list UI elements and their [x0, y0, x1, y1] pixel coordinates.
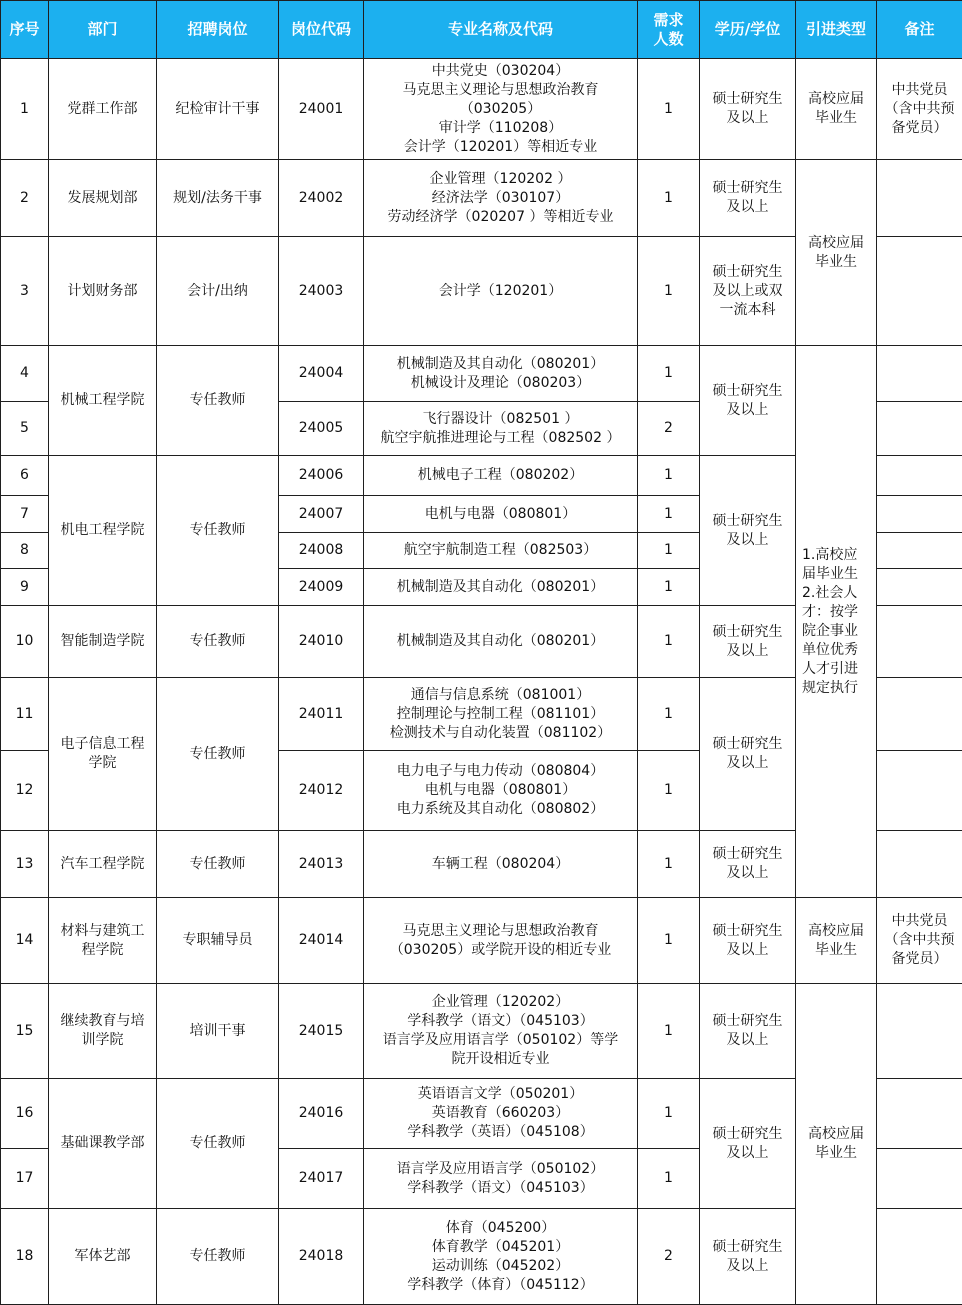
- cell-seq: 17: [1, 1149, 49, 1209]
- cell-seq: 5: [1, 402, 49, 456]
- cell-dept: 计划财务部: [49, 237, 157, 346]
- header-code: 岗位代码: [279, 1, 364, 59]
- cell-count: 1: [638, 496, 700, 533]
- cell-dept: 军体艺部: [49, 1209, 157, 1305]
- cell-code: 24009: [279, 569, 364, 606]
- cell-position: 纪检审计干事: [157, 59, 279, 160]
- table-row: [1, 984, 962, 1079]
- cell-note: [877, 606, 962, 678]
- cell-major: 英语语言文学（050201） 英语教育（660203） 学科教学（英语）（045108）: [364, 1079, 638, 1149]
- cell-note: 中共党员 （含中共预 备党员）: [877, 59, 962, 160]
- cell-count: 1: [638, 533, 700, 569]
- cell-degree: 硕士研究生 及以上: [700, 160, 796, 237]
- cell-note: [877, 678, 962, 751]
- cell-major: 会计学（120201）: [364, 237, 638, 346]
- cell-position: 专职辅导员: [157, 898, 279, 984]
- cell-major: 电力电子与电力传动（080804） 电机与电器（080801） 电力系统及其自动化（080802）: [364, 751, 638, 831]
- cell-count: 1: [638, 898, 700, 984]
- cell-dept: 汽车工程学院: [49, 831, 157, 898]
- cell-code: 24002: [279, 160, 364, 237]
- cell-note: [877, 160, 962, 237]
- cell-count: 1: [638, 1149, 700, 1209]
- header-row: [1, 1, 962, 59]
- cell-code: 24005: [279, 402, 364, 456]
- cell-position: 专任教师: [157, 678, 279, 831]
- cell-type: 高校应届 毕业生: [796, 160, 877, 346]
- cell-note: [877, 984, 962, 1079]
- cell-note: [877, 751, 962, 831]
- cell-seq: 1: [1, 59, 49, 160]
- cell-major: 航空宇航制造工程（082503）: [364, 533, 638, 569]
- cell-major: 电机与电器（080801）: [364, 496, 638, 533]
- cell-major: 机械制造及其自动化（080201）: [364, 569, 638, 606]
- cell-major: 机械制造及其自动化（080201） 机械设计及理论（080203）: [364, 346, 638, 402]
- cell-major: 语言学及应用语言学（050102） 学科教学（语文）（045103）: [364, 1149, 638, 1209]
- header-position: 招聘岗位: [157, 1, 279, 59]
- cell-dept: 机电工程学院: [49, 456, 157, 606]
- table-row: [1, 346, 962, 402]
- cell-note: 中共党员 （含中共预 备党员）: [877, 898, 962, 984]
- cell-position: 会计/出纳: [157, 237, 279, 346]
- cell-code: 24001: [279, 59, 364, 160]
- cell-seq: 6: [1, 456, 49, 496]
- header-degree: 学历/学位: [700, 1, 796, 59]
- cell-count: 1: [638, 606, 700, 678]
- cell-count: 1: [638, 237, 700, 346]
- cell-degree: 硕士研究生 及以上: [700, 678, 796, 831]
- cell-seq: 18: [1, 1209, 49, 1305]
- cell-code: 24013: [279, 831, 364, 898]
- header-dept: 部门: [49, 1, 157, 59]
- cell-major: 机械电子工程（080202）: [364, 456, 638, 496]
- header-count: 需求 人数: [638, 1, 700, 59]
- cell-code: 24004: [279, 346, 364, 402]
- cell-type: 高校应届 毕业生: [796, 898, 877, 984]
- cell-note: [877, 346, 962, 402]
- cell-dept: 发展规划部: [49, 160, 157, 237]
- cell-seq: 11: [1, 678, 49, 751]
- cell-note: [877, 456, 962, 496]
- cell-seq: 4: [1, 346, 49, 402]
- cell-note: [877, 237, 962, 346]
- cell-seq: 3: [1, 237, 49, 346]
- cell-degree: 硕士研究生 及以上: [700, 346, 796, 456]
- cell-count: 2: [638, 402, 700, 456]
- cell-major: 中共党史（030204） 马克思主义理论与思想政治教育 （030205） 审计学（110208） 会计学（120201）等相近专业: [364, 59, 638, 160]
- cell-major: 车辆工程（080204）: [364, 831, 638, 898]
- cell-seq: 16: [1, 1079, 49, 1149]
- cell-count: 1: [638, 831, 700, 898]
- cell-code: 24010: [279, 606, 364, 678]
- cell-degree: 硕士研究生 及以上: [700, 831, 796, 898]
- cell-note: [877, 1209, 962, 1305]
- cell-dept: 电子信息工程 学院: [49, 678, 157, 831]
- cell-count: 1: [638, 751, 700, 831]
- cell-position: 培训干事: [157, 984, 279, 1079]
- cell-major: 企业管理（120202） 学科教学（语文）（045103） 语言学及应用语言学（050102）等学 院开设相近专业: [364, 984, 638, 1079]
- table-row: [1, 59, 962, 160]
- table-row: [1, 160, 962, 237]
- cell-seq: 8: [1, 533, 49, 569]
- cell-count: 1: [638, 984, 700, 1079]
- cell-note: [877, 831, 962, 898]
- cell-seq: 13: [1, 831, 49, 898]
- cell-seq: 12: [1, 751, 49, 831]
- cell-seq: 15: [1, 984, 49, 1079]
- cell-degree: 硕士研究生 及以上或双 一流本科: [700, 237, 796, 346]
- cell-dept: 继续教育与培 训学院: [49, 984, 157, 1079]
- cell-count: 1: [638, 160, 700, 237]
- cell-code: 24016: [279, 1079, 364, 1149]
- cell-note: [877, 496, 962, 533]
- cell-degree: 硕士研究生 及以上: [700, 59, 796, 160]
- cell-code: 24008: [279, 533, 364, 569]
- cell-seq: 9: [1, 569, 49, 606]
- cell-code: 24014: [279, 898, 364, 984]
- cell-dept: 党群工作部: [49, 59, 157, 160]
- cell-count: 1: [638, 456, 700, 496]
- cell-dept: 基础课教学部: [49, 1079, 157, 1209]
- cell-major: 飞行器设计（082501 ） 航空宇航推进理论与工程（082502 ）: [364, 402, 638, 456]
- cell-type: 高校应届 毕业生: [796, 59, 877, 160]
- cell-count: 1: [638, 346, 700, 402]
- header-major: 专业名称及代码: [364, 1, 638, 59]
- cell-position: 专任教师: [157, 456, 279, 606]
- cell-type: 高校应届 毕业生: [796, 984, 877, 1305]
- cell-position: 专任教师: [157, 606, 279, 678]
- cell-major: 体育（045200） 体育教学（045201） 运动训练（045202） 学科教学（体育）（045112）: [364, 1209, 638, 1305]
- cell-note: [877, 569, 962, 606]
- cell-note: [877, 1079, 962, 1149]
- cell-degree: 硕士研究生 及以上: [700, 1079, 796, 1209]
- cell-degree: 硕士研究生 及以上: [700, 1209, 796, 1305]
- cell-count: 1: [638, 678, 700, 751]
- cell-degree: 硕士研究生 及以上: [700, 606, 796, 678]
- cell-position: 规划/法务干事: [157, 160, 279, 237]
- cell-position: 专任教师: [157, 831, 279, 898]
- cell-note: [877, 533, 962, 569]
- cell-code: 24007: [279, 496, 364, 533]
- header-note: 备注: [877, 1, 962, 59]
- cell-dept: 智能制造学院: [49, 606, 157, 678]
- cell-count: 1: [638, 569, 700, 606]
- table-row: [1, 898, 962, 984]
- cell-major: 马克思主义理论与思想政治教育 （030205）或学院开设的相近专业: [364, 898, 638, 984]
- cell-seq: 14: [1, 898, 49, 984]
- cell-code: 24017: [279, 1149, 364, 1209]
- cell-code: 24015: [279, 984, 364, 1079]
- cell-seq: 2: [1, 160, 49, 237]
- cell-count: 2: [638, 1209, 700, 1305]
- cell-code: 24003: [279, 237, 364, 346]
- cell-seq: 10: [1, 606, 49, 678]
- cell-code: 24018: [279, 1209, 364, 1305]
- cell-count: 1: [638, 1079, 700, 1149]
- cell-major: 机械制造及其自动化（080201）: [364, 606, 638, 678]
- cell-position: 专任教师: [157, 1209, 279, 1305]
- cell-count: 1: [638, 59, 700, 160]
- cell-code: 24011: [279, 678, 364, 751]
- cell-seq: 7: [1, 496, 49, 533]
- cell-degree: 硕士研究生 及以上: [700, 984, 796, 1079]
- header-seq: 序号: [1, 1, 49, 59]
- cell-note: [877, 402, 962, 456]
- header-type: 引进类型: [796, 1, 877, 59]
- cell-position: 专任教师: [157, 346, 279, 456]
- cell-note: [877, 1149, 962, 1209]
- cell-code: 24006: [279, 456, 364, 496]
- cell-major: 企业管理（120202 ） 经济法学（030107） 劳动经济学（020207 ）等相近专业: [364, 160, 638, 237]
- cell-position: 专任教师: [157, 1079, 279, 1209]
- cell-dept: 机械工程学院: [49, 346, 157, 456]
- cell-degree: 硕士研究生 及以上: [700, 456, 796, 606]
- cell-dept: 材料与建筑工 程学院: [49, 898, 157, 984]
- cell-degree: 硕士研究生 及以上: [700, 898, 796, 984]
- cell-major: 通信与信息系统（081001） 控制理论与控制工程（081101） 检测技术与自动化装置（081102）: [364, 678, 638, 751]
- cell-code: 24012: [279, 751, 364, 831]
- cell-type: 1.高校应 届毕业生 2.社会人 才：按学 院企事业 单位优秀 人才引进 规定执行: [796, 346, 877, 898]
